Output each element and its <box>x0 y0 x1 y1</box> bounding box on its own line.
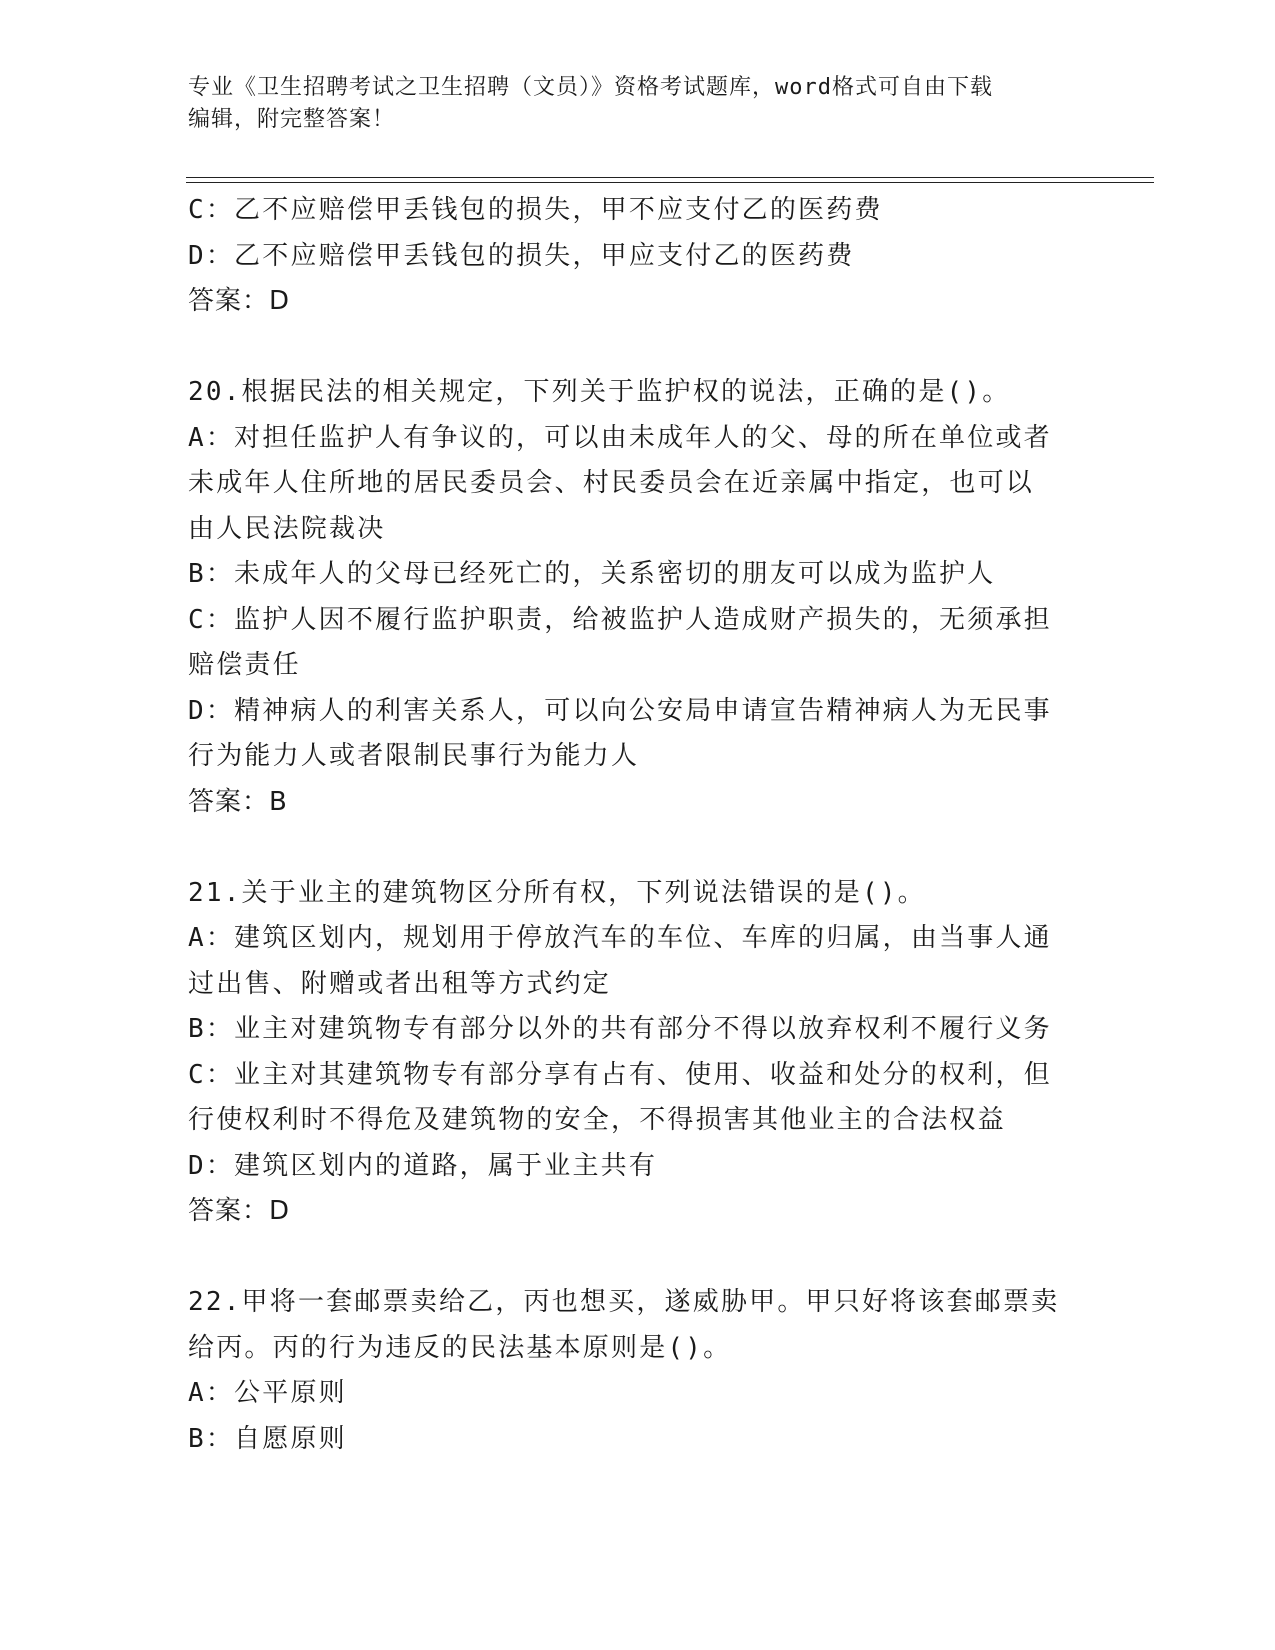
q20-option-c-line-1: C：监护人因不履行监护职责，给被监护人造成财产损失的，无须承担 <box>188 604 1052 635</box>
q21-option-c-line-1: C：业主对其建筑物专有部分享有占有、使用、收益和处分的权利，但 <box>188 1059 1052 1090</box>
q21-answer: 答案：D <box>188 1196 291 1226</box>
question-21 <box>188 871 1088 1235</box>
q22-stem-line-2: 给丙。丙的行为违反的民法基本原则是()。 <box>188 1332 732 1363</box>
document-header <box>188 72 1068 136</box>
q19-answer: 答案：D <box>188 286 291 316</box>
q21-option-b: B：业主对建筑物专有部分以外的共有部分不得以放弃权利不履行义务 <box>188 1014 1052 1044</box>
q20-option-a-line-3: 由人民法院裁决 <box>188 513 386 544</box>
q20-option-b: B：未成年人的父母已经死亡的，关系密切的朋友可以成为监护人 <box>188 559 996 589</box>
header-rule-top <box>186 177 1154 178</box>
document-body <box>188 188 1088 1462</box>
q21-option-a-line-2: 过出售、附赠或者出租等方式约定 <box>188 968 612 999</box>
question-19 <box>188 188 1088 325</box>
q21-option-c-line-2: 行使权利时不得危及建筑物的安全，不得损害其他业主的合法权益 <box>188 1105 1006 1135</box>
q20-stem: 20.根据民法的相关规定，下列关于监护权的说法，正确的是()。 <box>188 377 1011 407</box>
q20-option-a-line-2: 未成年人住所地的居民委员会、村民委员会在近亲属中指定，也可以 <box>188 468 1035 498</box>
header-rule-bottom <box>186 182 1154 183</box>
q20-option-d-line-2: 行为能力人或者限制民事行为能力人 <box>188 741 640 771</box>
q21-option-d: D：建筑区划内的道路，属于业主共有 <box>188 1150 658 1181</box>
spacer <box>188 1235 1088 1281</box>
q20-option-c-line-2: 赔偿责任 <box>188 650 301 680</box>
q21-stem: 21.关于业主的建筑物区分所有权，下列说法错误的是()。 <box>188 877 926 908</box>
question-22 <box>188 1280 1088 1462</box>
spacer <box>188 825 1088 871</box>
q22-stem-line-1: 22.甲将一套邮票卖给乙，丙也想买，遂威胁甲。甲只好将该套邮票卖 <box>188 1287 1060 1317</box>
q19-option-d: D：乙不应赔偿甲丢钱包的损失，甲应支付乙的医药费 <box>188 240 855 271</box>
question-20 <box>188 370 1088 825</box>
header-line-1: 专业《卫生招聘考试之卫生招聘（文员）》资格考试题库，word格式可自由下载 <box>188 75 993 100</box>
q20-option-d-line-1: D：精神病人的利害关系人，可以向公安局申请宣告精神病人为无民事 <box>188 695 1052 726</box>
spacer <box>188 325 1088 371</box>
q20-answer: 答案：B <box>188 786 288 817</box>
q22-option-b: B：自愿原则 <box>188 1423 347 1454</box>
q19-option-c: C：乙不应赔偿甲丢钱包的损失，甲不应支付乙的医药费 <box>188 195 883 225</box>
q21-option-a-line-1: A：建筑区划内，规划用于停放汽车的车位、车库的归属，由当事人通 <box>188 923 1052 953</box>
q22-option-a: A：公平原则 <box>188 1378 347 1408</box>
q20-option-a-line-1: A：对担任监护人有争议的，可以由未成年人的父、母的所在单位或者 <box>188 422 1052 453</box>
header-line-2: 编辑，附完整答案！ <box>188 107 396 132</box>
